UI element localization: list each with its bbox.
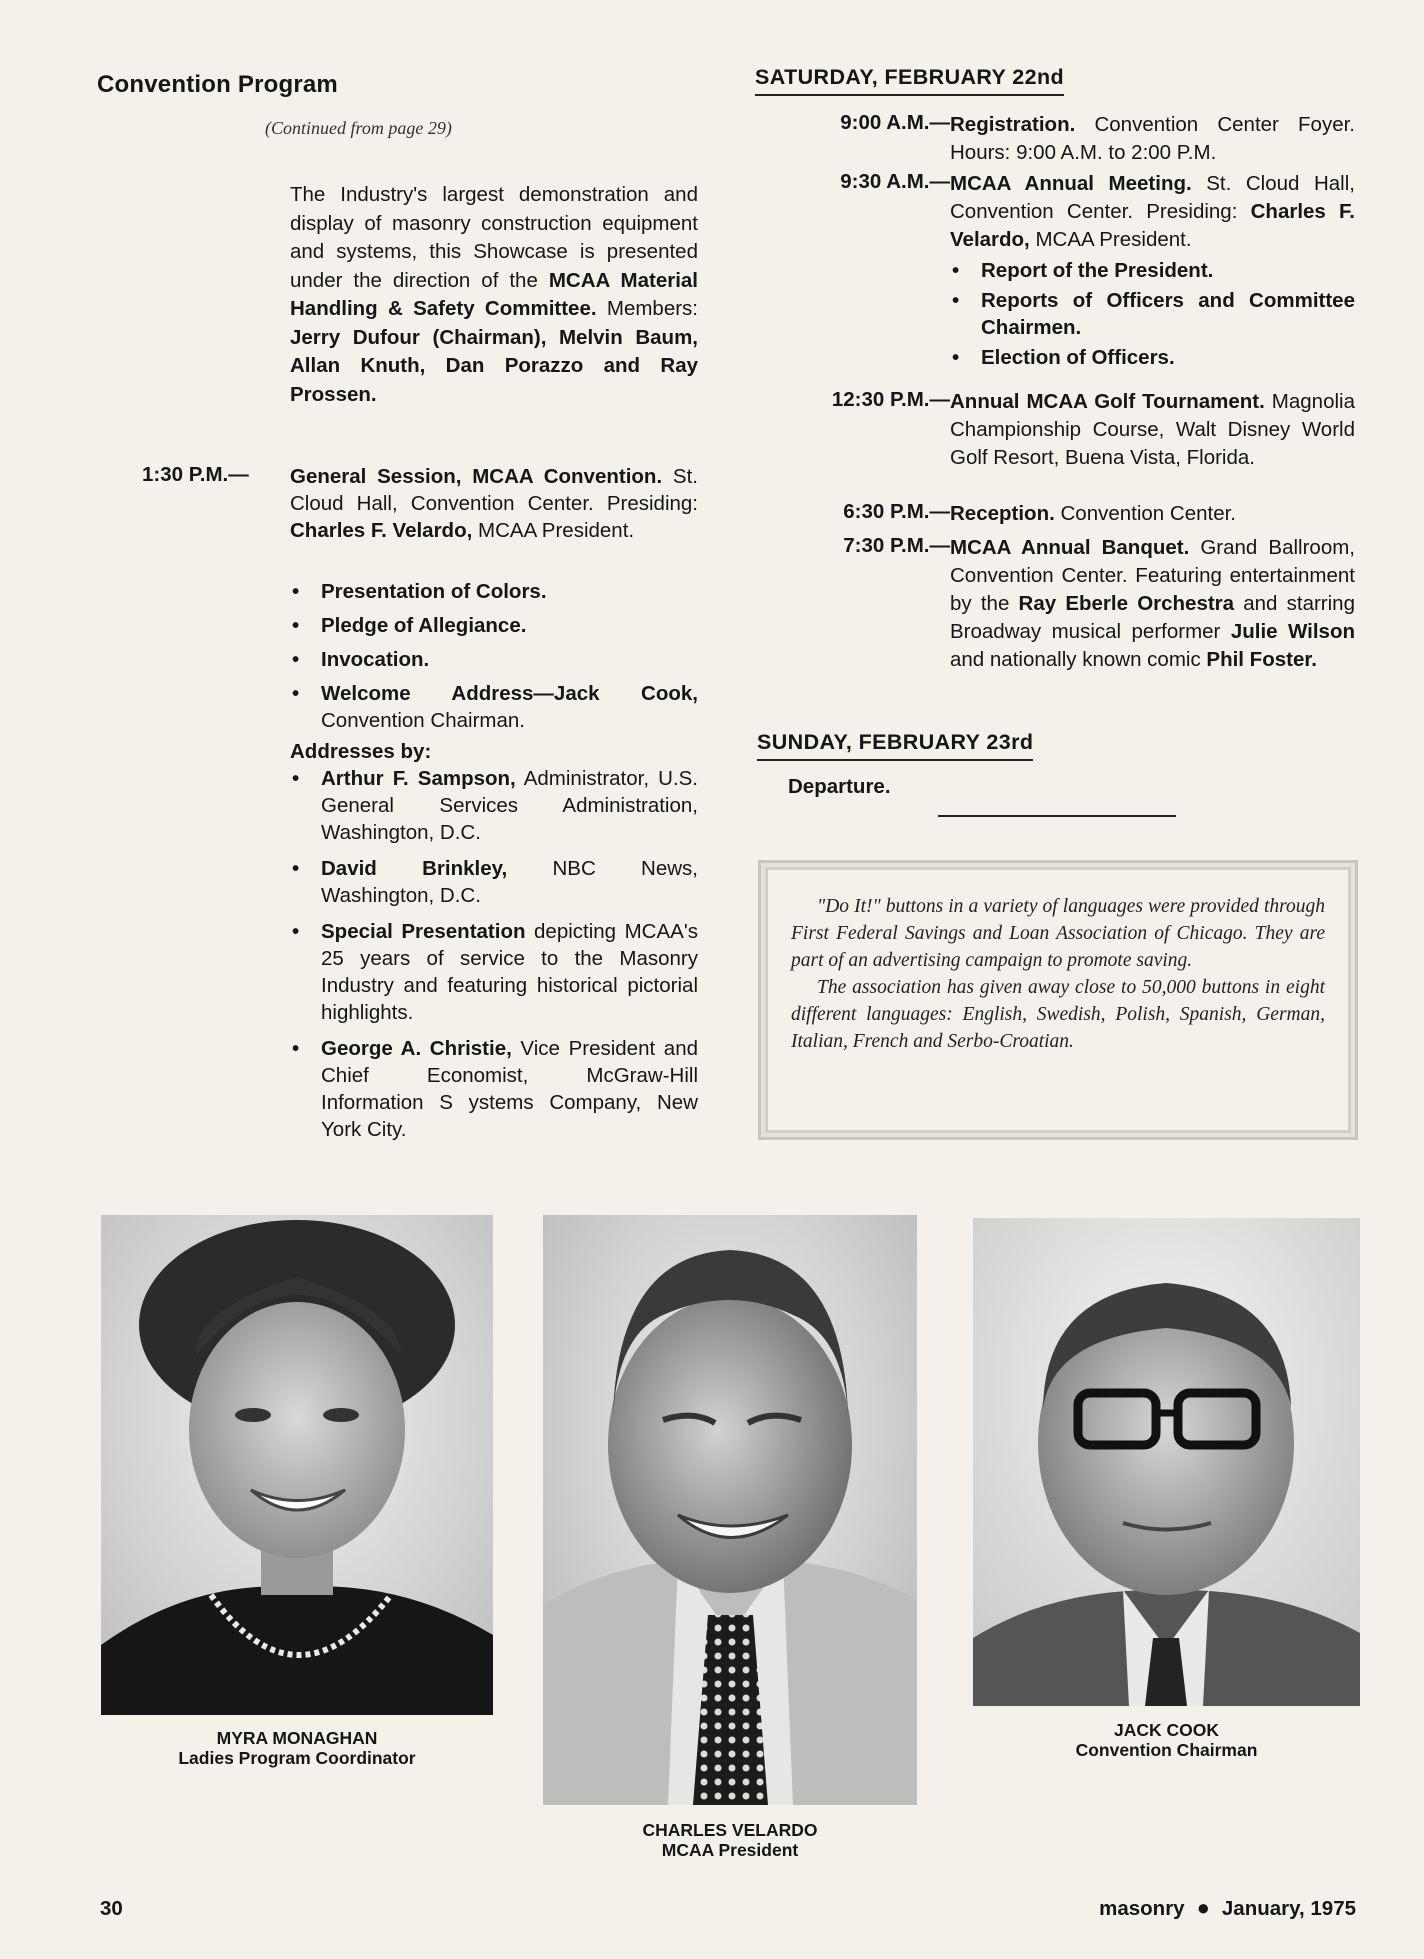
- note-paragraph-1: "Do It!" buttons in a variety of languages were provided through First Federal Savings and Loan Association of Chicago. They are part of an advertising campaign to promote saving.: [791, 896, 1325, 971]
- annual-meeting-presiding: Charles F. Velardo,: [950, 200, 1355, 251]
- banquet-performer: Julie Wilson: [1230, 620, 1356, 643]
- banquet-orchestra: Ray Eberle Orchestra: [1018, 592, 1235, 615]
- banquet-text-2: and starring Broadway musical performer: [950, 592, 1355, 643]
- agenda-item: [290, 612, 698, 639]
- departure-text: Departure.: [788, 775, 891, 798]
- reception-time: 6:30 P.M.—: [843, 500, 950, 523]
- agenda-item-label: Invocation.: [321, 648, 430, 671]
- banquet-time: 7:30 P.M.—: [843, 534, 950, 557]
- section-divider: [938, 815, 1176, 817]
- caption-name: JACK COOK: [1113, 1720, 1219, 1740]
- address-item: [290, 765, 698, 846]
- address-item: [290, 855, 698, 909]
- caption-role: MCAA President: [661, 1840, 799, 1860]
- banquet-comic: Phil Foster.: [1206, 648, 1317, 671]
- intro-members: Jerry Dufour (Chairman), Melvin Baum, Allan Knuth, Dan Porazzo and Ray Prossen.: [290, 325, 698, 406]
- photo-myra-monaghan: [101, 1215, 493, 1715]
- golf-title: Annual MCAA Golf Tournament.: [950, 390, 1265, 413]
- continued-note: (Continued from page 29): [265, 118, 452, 138]
- annual-meeting-description: [950, 170, 1355, 254]
- speaker-detail: depicting MCAA's 25 years of service to the Masonry Industry and featuring historical pictorial highlights.: [321, 920, 698, 1024]
- session-description: [290, 463, 698, 544]
- magazine-name: masonry: [1099, 1897, 1185, 1920]
- speaker-detail: NBC News, Washington, D.C.: [321, 857, 698, 907]
- agenda-item: [290, 680, 698, 734]
- page-heading: Convention Program: [97, 71, 338, 98]
- registration-time: 9:00 A.M.—: [840, 111, 950, 134]
- annual-meeting-title: MCAA Annual Meeting.: [950, 172, 1192, 195]
- addresses-heading: Addresses by:: [290, 740, 432, 763]
- speaker-name: George A. Christie,: [321, 1037, 512, 1060]
- address-item: [290, 918, 698, 1026]
- registration-title: Registration.: [950, 113, 1076, 136]
- banquet-title: MCAA Annual Banquet.: [950, 536, 1190, 559]
- note-paragraph-2: The association has given away close to 50,000 buttons in eight different languages: English, Swedish, Polish, Spanish, German, Italian, French and Serbo-Croatian.: [791, 977, 1325, 1052]
- speaker-name: Arthur F. Sampson,: [321, 767, 516, 790]
- session-time: 1:30 P.M.—: [142, 463, 249, 486]
- welcome-text: Convention Chairman.: [321, 709, 525, 732]
- caption-jack-cook: [973, 1720, 1360, 1760]
- golf-description: [950, 388, 1355, 472]
- agenda-item-label: Presentation of Colors.: [321, 580, 547, 603]
- meeting-agenda-item: • Report of the President.: [950, 257, 1355, 284]
- caption-role: Ladies Program Coordinator: [178, 1748, 416, 1768]
- annual-meeting-time: 9:30 A.M.—: [840, 170, 950, 193]
- address-item: [290, 1035, 698, 1143]
- caption-charles-velardo: [543, 1820, 917, 1860]
- sunday-heading: SUNDAY, FEBRUARY 23rd: [757, 730, 1033, 761]
- intro-text-2: Members:: [596, 297, 698, 320]
- session-text-2: MCAA President.: [472, 519, 635, 542]
- reception-description: [950, 500, 1355, 528]
- meeting-agenda-item: • Reports of Officers and Committee Chairmen.: [950, 287, 1355, 341]
- session-text-1: St. Cloud Hall, Convention Center. Presiding:: [290, 465, 698, 515]
- annual-meeting-text-2: MCAA President.: [1029, 228, 1192, 251]
- golf-text: Magnolia Championship Course, Walt Disney World Golf Resort, Buena Vista, Florida.: [950, 390, 1355, 469]
- agenda-item: [290, 578, 698, 605]
- banquet-text-3: and nationally known comic: [950, 648, 1207, 671]
- golf-time: 12:30 P.M.—: [831, 388, 950, 411]
- caption-myra-monaghan: [101, 1728, 493, 1768]
- photo-jack-cook: [973, 1218, 1360, 1706]
- showcase-paragraph: [290, 181, 698, 409]
- speaker-name: David Brinkley,: [321, 857, 508, 880]
- annual-meeting-text: St. Cloud Hall, Convention Center. Presiding:: [950, 172, 1355, 223]
- issue-date: January, 1975: [1221, 1897, 1356, 1920]
- intro-committee: MCAA Material Handling & Safety Committee.: [290, 268, 698, 320]
- caption-name: CHARLES VELARDO: [642, 1820, 818, 1840]
- session-title: General Session, MCAA Convention.: [290, 465, 663, 488]
- speaker-detail: Vice President and Chief Economist, McGraw-Hill Information S ystems Company, New York City.: [321, 1037, 699, 1141]
- photo-charles-velardo: [543, 1215, 917, 1805]
- welcome-label: Welcome Address—Jack Cook,: [321, 682, 698, 705]
- reception-text: Convention Center.: [1054, 502, 1236, 525]
- banquet-description: [950, 534, 1355, 674]
- agenda-item-label: Pledge of Allegiance.: [321, 614, 527, 637]
- reception-title: Reception.: [950, 502, 1055, 525]
- caption-role: Convention Chairman: [1075, 1740, 1258, 1760]
- running-footer: [1099, 1895, 1356, 1921]
- caption-name: MYRA MONAGHAN: [216, 1728, 378, 1748]
- speaker-detail: Administrator, U.S. General Services Administration, Washington, D.C.: [321, 767, 699, 844]
- registration-text: Convention Center Foyer. Hours: 9:00 A.M. to 2:00 P.M.: [950, 113, 1355, 164]
- page-number: 30: [100, 1897, 123, 1920]
- bullet-separator-icon: ●: [1196, 1895, 1210, 1920]
- meeting-agenda-item: • Election of Officers.: [950, 344, 1355, 371]
- session-presiding: Charles F. Velardo,: [290, 519, 473, 542]
- banquet-text: Grand Ballroom, Convention Center. Featuring entertainment by the: [950, 536, 1355, 615]
- intro-text-1: The Industry's largest demonstration and display of masonry construction equipment and systems, this Showcase is presented under the direction of the: [290, 183, 698, 292]
- annual-meeting-agenda: [950, 257, 1355, 374]
- registration-description: [950, 111, 1355, 167]
- saturday-heading: SATURDAY, FEBRUARY 22nd: [755, 65, 1064, 96]
- agenda-item: [290, 646, 698, 673]
- do-it-buttons-note: [758, 860, 1358, 1140]
- addresses-list: [290, 765, 698, 1152]
- session-agenda-list: [290, 578, 698, 741]
- speaker-name: Special Presentation: [321, 920, 526, 943]
